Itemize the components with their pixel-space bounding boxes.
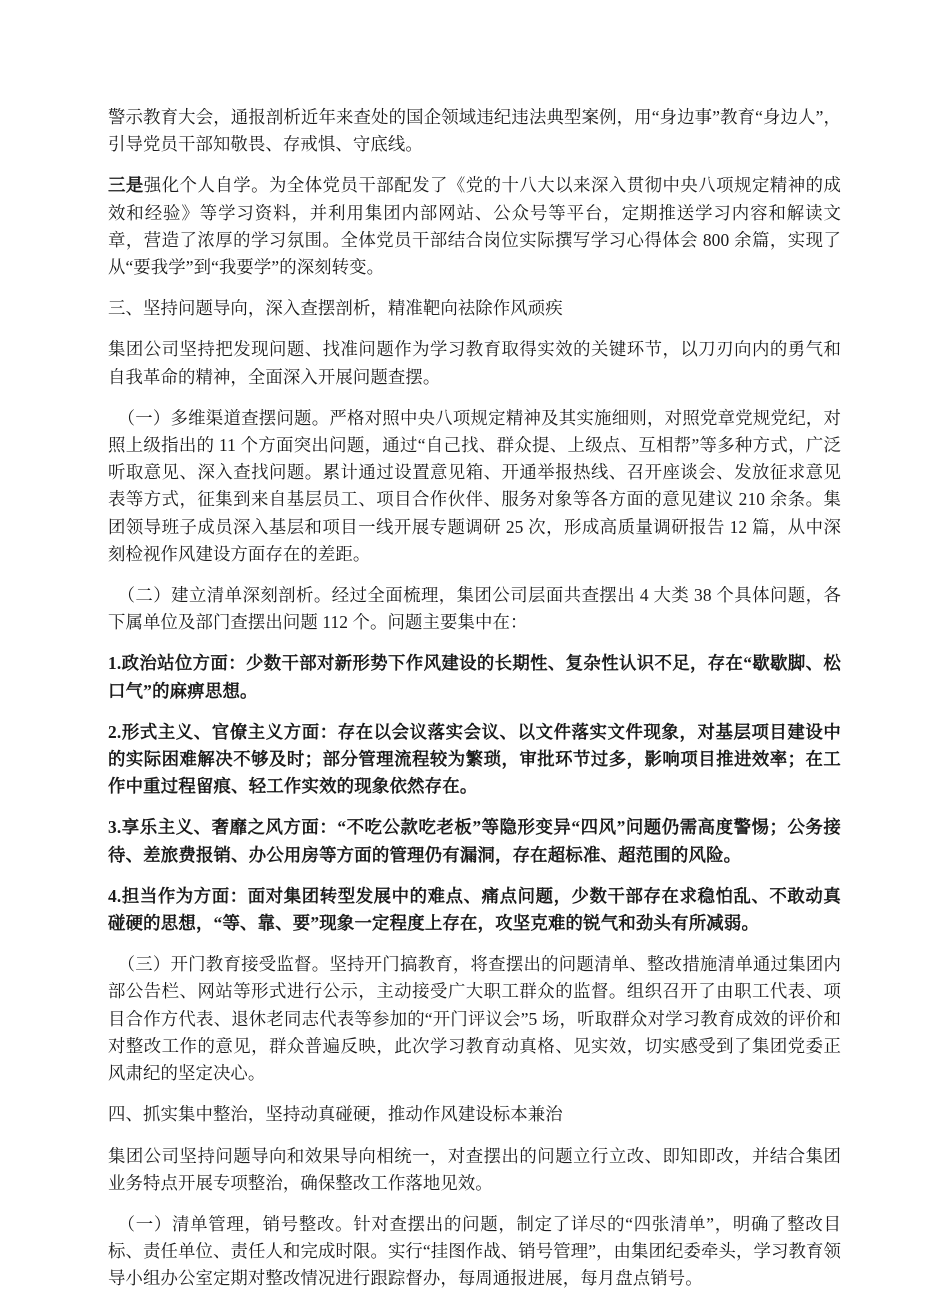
body-paragraph: 3.享乐主义、奢靡之风方面：“不吃公款吃老板”等隐形变异“四风”问题仍需高度警惕；公务接待、差旅费报销、办公用房等方面的管理仍有漏洞，存在超标准、超范围的风险。 bbox=[108, 817, 841, 865]
document-body bbox=[108, 104, 841, 1293]
body-paragraph: （一）多维渠道查摆问题。严格对照中央八项规定精神及其实施细则，对照党章党规党纪，对照上级指出的 11 个方面突出问题，通过“自己找、群众提、上级点、互相帮”等多种方式，广泛听取意见、深入查找问题。累计通过设置意见箱、开通举报热线、召开座谈会、发放征求意见表等方式，征集到来自基层员工、项目合作伙伴、服务对象等各方面的意见建议 210 余条。集团领导班子成员深入基层和项目一线开展专题调研 25 次，形成高质量调研报告 12 篇，从中深刻检视作风建设方面存在的差距。 bbox=[108, 407, 841, 564]
body-paragraph: 4.担当作为方面：面对集团转型发展中的难点、痛点问题，少数干部存在求稳怕乱、不敢动真碰硬的思想，“等、靠、要”现象一定程度上存在，攻坚克难的锐气和劲头有所减弱。 bbox=[108, 885, 841, 934]
body-paragraph: 集团公司坚持问题导向和效果导向相统一，对查摆出的问题立行立改、即知即改，并结合集团业务特点开展专项整治，确保整改工作落地见效。 bbox=[108, 1145, 841, 1193]
body-paragraph: （一）清单管理，销号整改。针对查摆出的问题，制定了详尽的“四张清单”，明确了整改目标、责任单位、责任人和完成时限。实行“挂图作战、销号管理”，由集团纪委牵头，学习教育领导小组办公室定期对整改情况进行跟踪督办，每周通报进展，每月盘点销号。 bbox=[108, 1213, 841, 1289]
paragraph-lead-emphasis: 三是 bbox=[108, 175, 144, 196]
body-paragraph: 2.形式主义、官僚主义方面：存在以会议落实会议、以文件落实文件现象，对基层项目建设中的实际困难解决不够及时；部分管理流程较为繁琐，审批环节过多，影响项目推进效率；在工作中重过程留痕、轻工作实效的现象依然存在。 bbox=[108, 721, 841, 797]
body-paragraph bbox=[108, 172, 841, 281]
body-paragraph: （三）开门教育接受监督。坚持开门搞教育，将查摆出的问题清单、整改措施清单通过集团内部公告栏、网站等形式进行公示，主动接受广大职工群众的监督。组织召开了由职工代表、项目合作方代表、退休老同志代表等参加的“开门评议会”5 场，听取群众对学习教育成效的评价和对整改工作的意见，群众普遍反映，此次学习教育动真格、见实效，切实感受到了集团党委正风肃纪的坚定决心。 bbox=[108, 954, 841, 1084]
body-paragraph: 警示教育大会，通报剖析近年来查处的国企领域违纪违法典型案例，用“身边事”教育“身边人”，引导党员干部知敬畏、存戒惧、守底线。 bbox=[108, 107, 841, 155]
paragraph-text: 强化个人自学。为全体党员干部配发了《党的十八大以来深入贯彻中央八项规定精神的成效和经验》等学习资料，并利用集团内部网站、公众号等平台，定期推送学习内容和解读文章，营造了浓厚的学习氛围。全体党员干部结合岗位实际撰写学习心得体会 800 余篇，实现了从“要我学”到“我要学”的深刻转变。 bbox=[108, 175, 842, 278]
body-paragraph: （二）建立清单深刻剖析。经过全面梳理，集团公司层面共查摆出 4 大类 38 个具体问题，各下属单位及部门查摆出问题 112 个。问题主要集中在： bbox=[108, 585, 841, 633]
section-heading: 三、坚持问题导向，深入查摆剖析，精准靶向祛除作风顽疾 bbox=[108, 298, 563, 319]
body-paragraph: 集团公司坚持把发现问题、找准问题作为学习教育取得实效的关键环节，以刀刃向内的勇气和自我革命的精神，全面深入开展问题查摆。 bbox=[108, 339, 841, 387]
section-heading: 四、抓实集中整治，坚持动真碰硬，推动作风建设标本兼治 bbox=[108, 1104, 563, 1125]
body-paragraph: 1.政治站位方面：少数干部对新形势下作风建设的长期性、复杂性认识不足，存在“歇歇脚、松口气”的麻痹思想。 bbox=[108, 653, 841, 701]
